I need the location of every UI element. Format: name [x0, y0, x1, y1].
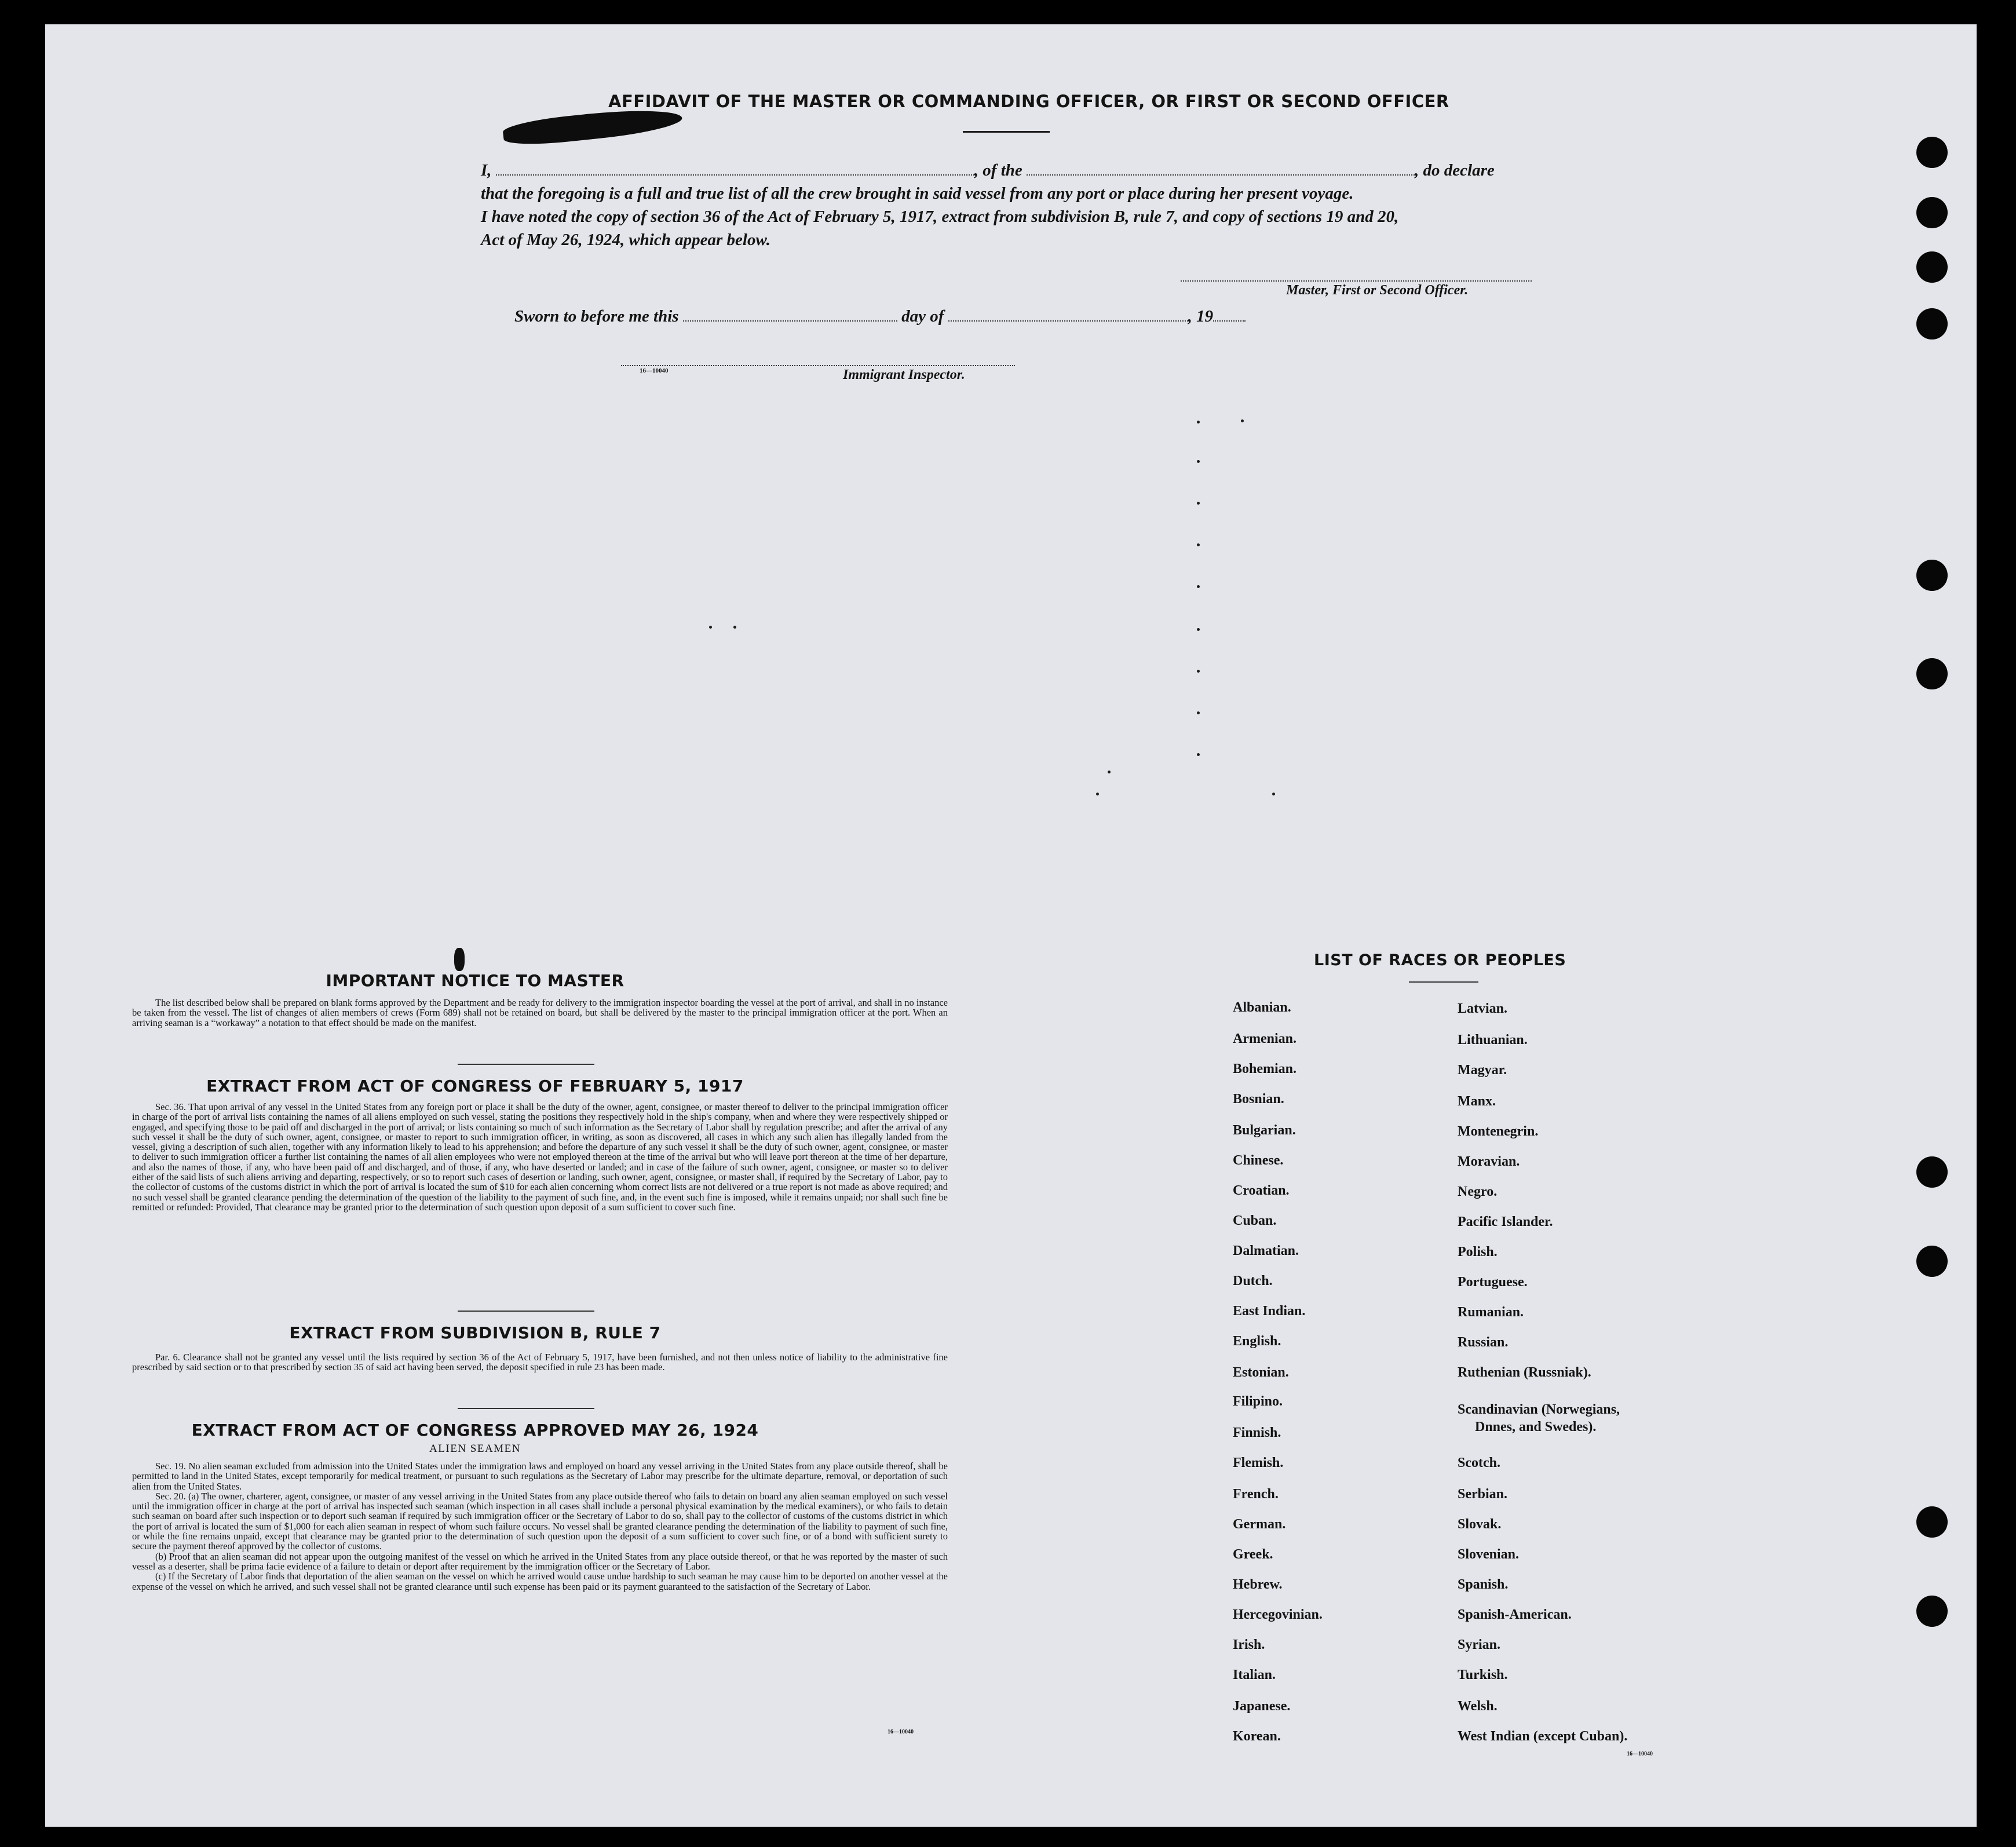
notice-body-block — [132, 998, 948, 1028]
extract-form-number: 16—10040 — [888, 1729, 914, 1735]
extract-rule7-block — [132, 1352, 948, 1373]
race-item: Estonian. — [1233, 1365, 1289, 1380]
race-item: Polish. — [1458, 1244, 1498, 1260]
scan-speck — [709, 626, 712, 629]
affidavit-line-3: I have noted the copy of section 36 of the Act of February 5, 1917, extract from subdivision B, rule 7, and copy of sections 19 and 20, — [481, 207, 1399, 226]
race-item: Scandinavian (Norwegians, — [1458, 1402, 1620, 1417]
race-item: Scotch. — [1458, 1455, 1500, 1470]
race-item: Bosnian. — [1233, 1092, 1284, 1107]
race-item: Japanese. — [1233, 1699, 1291, 1714]
race-item: Portuguese. — [1458, 1275, 1528, 1290]
extract-1917-block — [132, 1102, 948, 1212]
race-item: Montenegrin. — [1458, 1124, 1539, 1139]
race-item: Greek. — [1233, 1547, 1273, 1562]
race-item: East Indian. — [1233, 1304, 1306, 1319]
race-item: Rumanian. — [1458, 1305, 1524, 1320]
scan-speck — [1272, 793, 1275, 795]
binder-hole — [1916, 658, 1948, 689]
binder-hole — [1916, 1246, 1948, 1277]
race-item: West Indian (except Cuban). — [1458, 1729, 1628, 1744]
sworn-year-field[interactable] — [1213, 308, 1246, 322]
scan-speck — [1241, 419, 1244, 422]
inspector-signature-line[interactable] — [621, 365, 1015, 366]
race-item: Lithuanian. — [1458, 1032, 1528, 1047]
race-item: Manx. — [1458, 1094, 1496, 1109]
extract-1924-block — [132, 1461, 948, 1592]
race-item: Korean. — [1233, 1729, 1281, 1744]
affidavit-line-4: Act of May 26, 1924, which appear below. — [481, 231, 770, 249]
race-item: Slovak. — [1458, 1517, 1502, 1532]
title-underline — [963, 131, 1050, 133]
race-item: Bulgarian. — [1233, 1123, 1296, 1138]
separator — [458, 1311, 594, 1312]
scan-speck — [1197, 543, 1200, 546]
affidavit-line-2: that the foregoing is a full and true list of all the crew brought in said vessel from any port or place during her present voyage. — [481, 184, 1354, 203]
race-item: Russian. — [1458, 1335, 1509, 1350]
race-item: Italian. — [1233, 1667, 1276, 1682]
race-item: Turkish. — [1458, 1667, 1508, 1682]
races-underline — [1409, 981, 1478, 983]
notice-body: The list described below shall be prepared on blank forms approved by the Department and be ready for delivery to the immigration inspector boarding the vessel at the port of arrival, and shall in no instance be taken from the vessel. The list of changes of alien members of crews (Form 689) shall not be retained on board, but shall be delivered by the master to the principal immigration officer at the port. When an arriving seaman is a “workaway” a notation to that effect should be made on the manifest. — [132, 997, 948, 1028]
name-field[interactable] — [496, 162, 974, 176]
scan-speck — [1197, 753, 1200, 756]
race-item: Irish. — [1233, 1637, 1265, 1652]
extract-1924-sec20b: (b) Proof that an alien seaman did not appear upon the outgoing manifest of the vessel on which he arrived in the United States from any place outside thereof, or that he was reported by the master of such vessel as a deserter, shall be prima facie evidence of a failure to detain or deport after requirement by the immigration officer or the Secretary of Labor. — [132, 1550, 948, 1572]
binder-hole — [1916, 251, 1948, 283]
binder-hole — [1916, 1156, 1948, 1188]
extract-1924-subtitle: ALIEN SEAMEN — [429, 1443, 521, 1455]
race-item: Magyar. — [1458, 1063, 1507, 1078]
inspector-caption: Immigrant Inspector. — [843, 367, 965, 382]
binder-hole — [1916, 308, 1948, 340]
signature-line[interactable] — [1181, 280, 1532, 282]
separator — [458, 1064, 594, 1065]
extract-rule7-title: EXTRACT FROM SUBDIVISION B, RULE 7 — [289, 1323, 661, 1342]
sworn-day-field[interactable] — [683, 308, 897, 322]
ink-mark — [454, 948, 465, 971]
race-item: German. — [1233, 1517, 1286, 1532]
affidavit-i: I, — [481, 161, 492, 180]
race-item: Ruthenian (Russniak). — [1458, 1365, 1591, 1380]
race-item: Cuban. — [1233, 1213, 1277, 1228]
extract-1917-title: EXTRACT FROM ACT OF CONGRESS OF FEBRUARY 5, 1917 — [206, 1076, 744, 1096]
binder-hole — [1916, 197, 1948, 228]
race-item: Slovenian. — [1458, 1547, 1520, 1562]
race-item: Spanish-American. — [1458, 1607, 1572, 1622]
scan-speck — [1197, 628, 1200, 631]
scan-speck — [1197, 711, 1200, 714]
binder-hole — [1916, 137, 1948, 168]
sworn-line — [514, 307, 1246, 326]
affidavit-line-1 — [481, 161, 1495, 180]
form-number: 16—10040 — [640, 367, 669, 374]
sworn-year: , 19 — [1188, 307, 1214, 326]
race-item: Chinese. — [1233, 1153, 1284, 1168]
race-item: Hercegovinian. — [1233, 1607, 1323, 1622]
race-item: Negro. — [1458, 1184, 1498, 1199]
separator — [458, 1408, 594, 1409]
binder-hole — [1916, 1596, 1948, 1627]
races-title: LIST OF RACES OR PEOPLES — [1314, 951, 1566, 969]
race-item: Moravian. — [1458, 1154, 1520, 1169]
race-item: Filipino. — [1233, 1394, 1283, 1409]
scan-speck — [1197, 585, 1200, 588]
notice-title: IMPORTANT NOTICE TO MASTER — [326, 971, 624, 990]
race-item: Finnish. — [1233, 1425, 1281, 1440]
race-item: Hebrew. — [1233, 1577, 1283, 1592]
scan-speck — [1096, 793, 1099, 795]
race-item: Armenian. — [1233, 1031, 1296, 1046]
sworn-day-of: day of — [901, 307, 944, 326]
race-item: Spanish. — [1458, 1577, 1509, 1592]
extract-1924-title: EXTRACT FROM ACT OF CONGRESS APPROVED MAY 26, 1924 — [191, 1421, 759, 1440]
race-item: Pacific Islander. — [1458, 1214, 1553, 1229]
race-item: Albanian. — [1233, 1000, 1291, 1015]
scan-speck — [733, 626, 736, 629]
race-item: Bohemian. — [1233, 1061, 1297, 1076]
scan-speck — [1197, 502, 1200, 505]
signature-caption: Master, First or Second Officer. — [1286, 283, 1469, 298]
vessel-field[interactable] — [1027, 162, 1415, 176]
race-item: Welsh. — [1458, 1699, 1498, 1714]
race-item: Dutch. — [1233, 1273, 1273, 1288]
scan-speck — [1197, 460, 1200, 463]
races-form-number: 16—10040 — [1627, 1751, 1653, 1757]
binder-hole — [1916, 560, 1948, 591]
extract-1924-sec20c: (c) If the Secretary of Labor finds that deportation of the alien seaman on the vessel on which he arrived would cause undue hardship to such seaman he may cause him to be deported on another vessel at the expense of the vessel on which he arrived, and such vessel shall not be granted clearance until such expense has been paid or its payment guaranteed to the satisfaction of the Secretary of Labor. — [132, 1571, 948, 1592]
race-item: Croatian. — [1233, 1183, 1290, 1198]
race-item: French. — [1233, 1487, 1279, 1502]
sworn-month-field[interactable] — [948, 308, 1188, 322]
race-item: Flemish. — [1233, 1455, 1284, 1470]
race-item: Syrian. — [1458, 1637, 1501, 1652]
extract-1924-sec20a: Sec. 20. (a) The owner, charterer, agent, consignee, or master of any vessel arriving in the United States from any place outside thereof who fails to detain on board any alien seaman employed on such vessel until the immigration officer in charge at the port of arrival has inspected such seaman (which inspection in all cases shall include a personal physical examination by the medical examiners), or who fails to detain such seaman on board after such inspection or to deport such seaman if required by such immigration officer or the Secretary of Labor to do so, shall pay to the collector of customs of the customs district in which the port of arrival is located the sum of $1,000 for each alien seaman in respect of whom such failure occurs. No vessel shall be granted clearance pending the determination of the liability to payment of such fine, or while the fine remains unpaid, except that clearance may be granted prior to the determination of such question upon the deposit of a sum sufficient to cover such fine, or of a bond with sufficient surety to secure the payment thereof approved by the collector of customs. — [132, 1490, 948, 1552]
race-item: English. — [1233, 1334, 1281, 1349]
extract-1917-body: Sec. 36. That upon arrival of any vessel in the United States from any foreign port or place it shall be the duty of the owner, agent, consignee, or master thereof to deliver to the principal immigration officer in charge of the port of arrival lists containing the names of all aliens employed on such vessel, stating the positions they respectively hold in the ship's company, when and where they were respectively shipped or engaged, and specifying those to be paid off and discharged in the port of arrival; or lists containing so much of such information as the Secretary of Labor shall by regulation prescribe; and after the arrival of any such vessel it shall be the duty of such owner, agent, consignee, or master to report to such immigration officer, in writing, as soon as discovered, all cases in which any such alien has illegally landed from the vessel, giving a description of such alien, together with any information likely to lead to his apprehension; and before the departure of any such vessel it shall be the duty of such owner, agent, consignee, or master to deliver to such immigration officer a further list containing the names of all alien employees who were not employed thereon at the time of the arrival but who will leave port thereon at the time of her departure, and also the names of those, if any, who have been paid off and discharged, and of those, if any, who have deserted or landed; and in case of the failure of such owner, agent, consignee, or master so to deliver either of the said lists of such aliens arriving and departing, respectively, or so to report such cases of desertion or landing, such owner, agent, consignee, or master shall, if required by the Secretary of Labor, pay to the collector of customs of the customs district in which the port of arrival is located the sum of $10 for each alien concerning whom correct lists are not delivered or a true report is not made as above required; and no such vessel shall be granted clearance pending the determination of the question of the liability to the payment of such fine, and, in the event such fine is imposed, while it remains unpaid; nor shall such fine be remitted or refunded: Provided, That clearance may be granted prior to the determination of such question upon deposit of a sum sufficient to cover such fine. — [132, 1101, 948, 1213]
affidavit-do-declare: , do declare — [1415, 161, 1495, 180]
affidavit-title: AFFIDAVIT OF THE MASTER OR COMMANDING OFFICER, OR FIRST OR SECOND OFFICER — [608, 92, 1449, 111]
scan-speck — [1197, 670, 1200, 673]
race-item: Dnnes, and Swedes). — [1475, 1419, 1597, 1434]
binder-hole — [1916, 1506, 1948, 1538]
extract-1924-sec19: Sec. 19. No alien seaman excluded from admission into the United States under the immigration laws and employed on board any vessel arriving in the United States from any place outside thereof, shall be permitted to land in the United States, except temporarily for medical treatment, or pursuant to such regulations as the Secretary of Labor may prescribe for the ultimate departure, removal, or deportation of such alien from the United States. — [132, 1461, 948, 1492]
scan-speck — [1108, 771, 1111, 773]
sworn-prefix: Sworn to before me this — [514, 307, 679, 326]
race-item: Latvian. — [1458, 1001, 1508, 1016]
affidavit-of-the: , of the — [974, 161, 1022, 180]
extract-rule7-body: Par. 6. Clearance shall not be granted any vessel until the lists required by section 36 of the Act of February 5, 1917, have been furnished, and not then unless notice of liability to the administrative fine prescribed by said section or to that prescribed by section 35 of said act having been served, the deposit specified in rule 23 has been made. — [132, 1352, 948, 1373]
race-item: Serbian. — [1458, 1487, 1508, 1502]
scan-speck — [1197, 421, 1200, 424]
race-item: Dalmatian. — [1233, 1243, 1299, 1258]
